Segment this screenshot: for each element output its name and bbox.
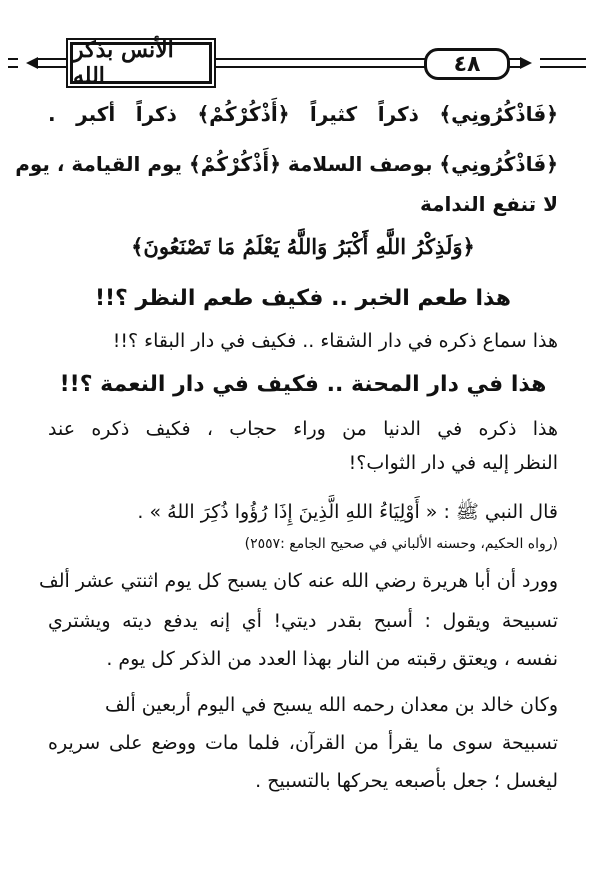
verse-commentary-line-1: ﴿فَاذْكُرُونِي﴾ ذكراً كثيراً ﴿أَذْكُرْكُمْ﴾ ذكراً أكبر .	[48, 102, 558, 126]
hadith-line: قال النبي ﷺ : « أَوْلِيَاءُ اللهِ الَّذِينَ إِذَا رُؤُوا ذُكِرَ اللهُ » .	[137, 501, 558, 523]
heading-house-of-trial: هذا في دار المحنة .. فكيف في دار النعمة ؟!!	[59, 372, 547, 397]
page-number: ٤٨	[453, 51, 481, 77]
hadith-reference: (رواه الحكيم، وحسنه الألباني في صحيح الجامع :٢٥٥٧)	[244, 536, 558, 552]
running-title-box	[70, 37, 212, 89]
verse-commentary-line-2: ﴿فَاذْكُرُونِي﴾ بوصف السلامة ﴿أَذْكُرْكُمْ﴾ يوم القيامة ، يوم	[15, 152, 558, 176]
quran-verse: ﴿وَلَذِكْرُ اللَّهِ أَكْبَرُ وَاللَّهُ يَعْلَمُ مَا تَصْنَعُونَ﴾	[131, 234, 475, 259]
paragraph-abu-hurayra-1: وورد أن أبا هريرة رضي الله عنه كان يسبح كل يوم اثنتي عشر ألف	[39, 570, 558, 592]
paragraph-khalid-2: تسبيحة سوى ما يقرأ من القرآن، فلما مات ووضع على سريره	[48, 732, 558, 754]
paragraph-khalid-3: ليغسل ؛ جعل بأصبعه يحركها بالتسبيح .	[255, 770, 558, 792]
paragraph-line-1: هذا سماع ذكره في دار الشقاء .. فكيف في دار البقاء ؟!!	[112, 330, 558, 352]
heading-taste-of-news: هذا طعم الخبر .. فكيف طعم النظر ؟!!	[94, 286, 512, 311]
header-arrow-right	[520, 52, 540, 72]
page-number-oval	[424, 48, 510, 80]
paragraph-line-2: هذا ذكره في الدنيا من وراء حجاب ، فكيف ذكره عند	[48, 418, 558, 440]
paragraph-abu-hurayra-3: نفسه ، ويعتق رقبته من النار بهذا العدد من الذكر كل يوم .	[106, 648, 558, 670]
header-arrow-left	[18, 52, 38, 72]
running-title: الأنس بذكر الله	[73, 37, 174, 89]
paragraph-abu-hurayra-2: تسبيحة ويقول : أسبح بقدر ديتي! أي إنه يدفع ديته ويشتري	[48, 610, 558, 632]
paragraph-line-3: النظر إليه في دار الثواب؟!	[348, 452, 558, 474]
paragraph-khalid-1: وكان خالد بن معدان رحمه الله يسبح في اليوم أربعين ألف	[105, 694, 558, 716]
verse-commentary-line-3: لا تنفع الندامة	[420, 192, 558, 216]
